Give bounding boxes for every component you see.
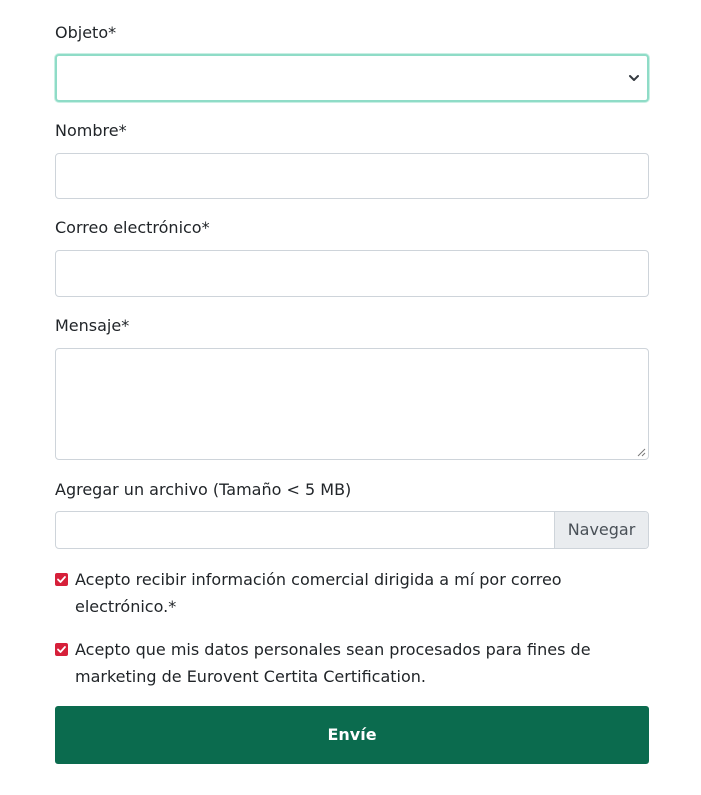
- subject-label: Objeto*: [55, 23, 117, 42]
- name-label: Nombre*: [55, 121, 127, 140]
- resize-grip-icon[interactable]: [637, 448, 646, 457]
- file-input[interactable]: [55, 511, 649, 549]
- check-icon: [56, 574, 67, 585]
- name-input[interactable]: [55, 153, 649, 199]
- consent-marketing-label: Acepto que mis datos personales sean procesados para fines de marketing de Eurovent Certita Certification.: [75, 640, 591, 686]
- message-textarea[interactable]: [55, 348, 649, 460]
- consent-commercial-checkbox[interactable]: [55, 573, 68, 586]
- message-label: Mensaje*: [55, 316, 130, 335]
- subject-select[interactable]: [55, 54, 649, 102]
- email-label: Correo electrónico*: [55, 218, 210, 237]
- consent-marketing-checkbox[interactable]: [55, 643, 68, 656]
- consent-commercial-label: Acepto recibir información comercial dirigida a mí por correo electrónico.*: [75, 570, 562, 616]
- browse-button[interactable]: Navegar: [554, 512, 648, 548]
- check-icon: [56, 644, 67, 655]
- email-input[interactable]: [55, 250, 649, 297]
- file-label: Agregar un archivo (Tamaño < 5 MB): [55, 480, 352, 499]
- submit-button[interactable]: Envíe: [55, 706, 649, 764]
- chevron-down-icon: [627, 71, 641, 85]
